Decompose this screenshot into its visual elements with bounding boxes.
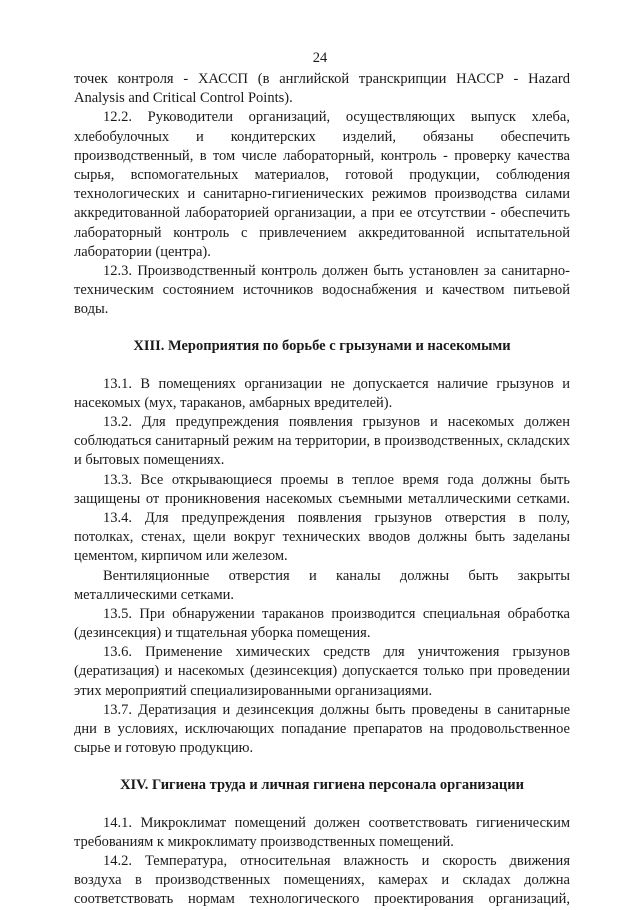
paragraph-line: производственный, в том числе лабораторный, контроль - проверку качества — [74, 147, 570, 164]
paragraph-line: сырья, вспомогательных материалов, готовой продукции, соблюдения — [74, 166, 570, 183]
paragraph-line: 14.1. Микроклимат помещений должен соответствовать гигиеническим — [103, 814, 570, 831]
paragraph-line: Вентиляционные отверстия и каналы должны быть закрыты — [103, 567, 570, 584]
paragraph-line: Analysis and Critical Control Points). — [74, 90, 293, 107]
paragraph-line: дни в условиях, исключающих попадание препаратов на продовольственное — [74, 721, 570, 737]
paragraph-line: насекомых (мух, тараканов, амбарных вредителей). — [74, 394, 393, 411]
paragraph-line: этих мероприятий специализированными организациями. — [74, 682, 433, 699]
paragraph-line: 14.2. Температура, относительная влажность и скорость движения — [103, 852, 570, 869]
paragraph-line: 13.1. В помещениях организации не допускается наличие грызунов и — [103, 375, 570, 392]
paragraph-line: техническим состоянием источников водоснабжения и качеством питьевой — [74, 282, 570, 299]
paragraph-line: 13.5. При обнаружении тараканов производится специальная обработка — [103, 605, 570, 622]
paragraph-line: лабораторный контроль с привлечением аккредитованной испытательной — [74, 224, 570, 241]
paragraph-line: защищены от проникновения насекомых съемными металлическими сетками. — [74, 490, 570, 507]
paragraph-line: лаборатории (центра). — [74, 243, 211, 260]
paragraph-line: 12.2. Руководители организаций, осуществляющих выпуск хлеба, — [103, 109, 570, 126]
paragraph-line: цементом, кирпичом или железом. — [74, 548, 288, 565]
paragraph-line: 13.4. Для предупреждения появления грызунов отверстия в полу, — [103, 509, 570, 526]
paragraph-line: 12.3. Производственный контроль должен быть установлен за санитарно- — [103, 262, 570, 279]
section-heading-14: XIV. Гигиена труда и личная гигиена персонала организации — [120, 777, 524, 794]
paragraph-line: потолках, стенах, щели вокруг технических вводов должны быть заделаны — [74, 529, 570, 546]
paragraph-line: 13.6. Применение химических средств для уничтожения грызунов — [103, 644, 570, 661]
section-14 — [74, 814, 570, 910]
paragraph-line: 13.2. Для предупреждения появления грызунов и насекомых должен — [103, 414, 570, 430]
paragraph-line: точек контроля - ХАССП (в английской транскрипции НАССР - Hazard — [74, 71, 570, 87]
page-number: 24 — [312, 50, 328, 66]
section-heading-13: XIII. Мероприятия по борьбе с грызунами и насекомыми — [133, 338, 511, 355]
paragraph-line: 13.7. Дератизация и дезинсекция должны быть проведены в санитарные — [103, 701, 570, 718]
paragraph-line: аккредитованной лабораторией организации, а при ее отсутствии - обеспечить — [74, 205, 570, 222]
paragraph-line: металлическими сетками. — [74, 586, 235, 603]
paragraph-line: соблюдаться санитарный режим на территории, в производственных, складских — [74, 433, 570, 450]
paragraph-line: соответствовать нормам технологического проектирования организаций, — [74, 891, 570, 908]
paragraph-line: требованиям к микроклимату производственных помещений. — [74, 833, 454, 850]
section-12-continuation — [74, 70, 570, 319]
paragraph-line: сырье и готовую продукцию. — [74, 740, 254, 757]
paragraph-line: 13.3. Все открывающиеся проемы в теплое время года должны быть — [103, 471, 570, 488]
section-13 — [74, 375, 570, 759]
paragraph-line: и бытовых помещениях. — [74, 452, 225, 469]
paragraph-line: (дезинсекция) и тщательная уборка помещения. — [74, 625, 371, 642]
document-body — [74, 70, 570, 910]
paragraph-line: технологических и санитарно-гигиенических режимов производства силами — [74, 186, 570, 203]
paragraph-line: хлебобулочных и кондитерских изделий, обязаны обеспечить — [74, 128, 570, 145]
paragraph-line: (дератизация) и насекомых (дезинсекция) допускается только при проведении — [74, 663, 570, 680]
paragraph-line: воды. — [74, 301, 109, 318]
paragraph-line: воздуха в производственных помещениях, камерах и складах должна — [74, 872, 570, 889]
